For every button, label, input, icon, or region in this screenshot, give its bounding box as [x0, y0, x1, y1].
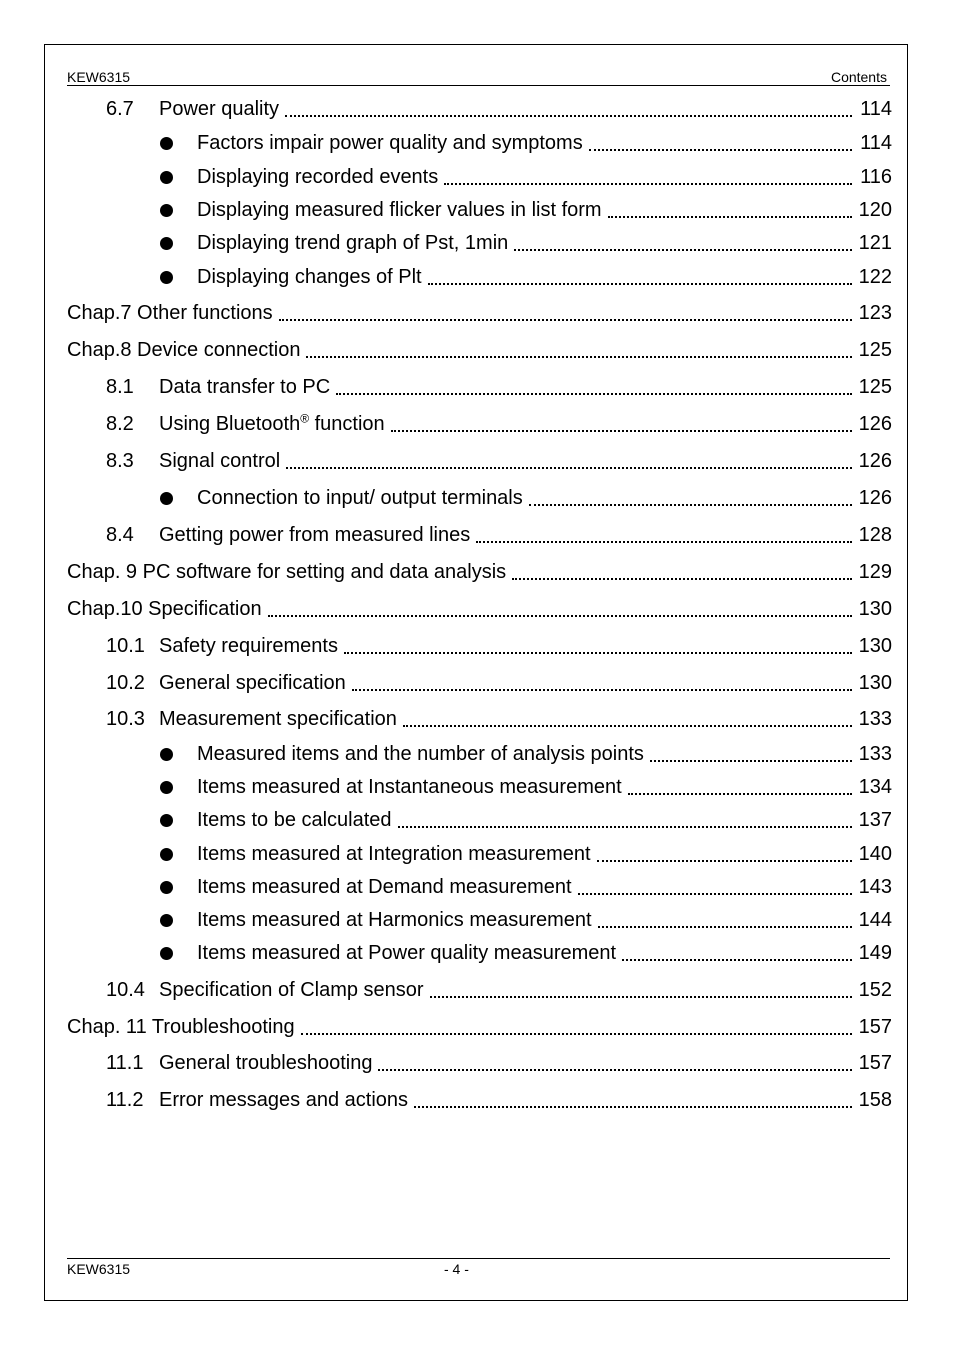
toc-title-text: Displaying recorded events — [197, 166, 439, 188]
dot-leader — [476, 541, 852, 543]
dot-leader — [589, 149, 852, 151]
toc-page-number: 130 — [858, 635, 892, 657]
toc-entry-line — [197, 741, 892, 767]
bullet-icon — [160, 748, 173, 761]
toc-section-number: 8.2 — [106, 413, 134, 435]
toc-title-text: Specification of Clamp sensor — [159, 979, 424, 1001]
toc-entry-line — [197, 874, 892, 900]
toc-entry-line — [197, 841, 892, 867]
toc-entry[interactable] — [0, 264, 954, 290]
toc-title-text: Signal control — [159, 450, 281, 472]
toc-entry-line — [67, 559, 892, 585]
toc-entry[interactable] — [0, 1014, 954, 1040]
toc-title-text: General troubleshooting — [159, 1052, 373, 1074]
toc-entry[interactable] — [0, 841, 954, 867]
dot-leader — [428, 283, 852, 285]
toc-page-number: 128 — [858, 524, 892, 546]
toc-entry[interactable] — [0, 197, 954, 223]
toc-title-text: Chap.8 Device connection — [67, 339, 301, 361]
toc-title-text: Factors impair power quality and symptoms — [197, 132, 583, 154]
toc-entry[interactable] — [0, 907, 954, 933]
toc-title-text-after: function — [309, 413, 385, 435]
toc-section-number: 10.3 — [106, 708, 145, 730]
toc-entry[interactable] — [0, 230, 954, 256]
toc-title-text: Using Bluetooth — [159, 413, 301, 435]
toc-entry[interactable] — [0, 1050, 954, 1076]
toc-page-number: 144 — [858, 909, 892, 931]
toc-page-number: 149 — [858, 942, 892, 964]
toc-title — [197, 264, 426, 290]
toc-title — [67, 337, 304, 363]
toc-entry[interactable] — [0, 940, 954, 966]
toc-page-number: 140 — [858, 843, 892, 865]
dot-leader — [279, 319, 852, 321]
footer-model: KEW6315 — [67, 1261, 131, 1277]
dot-leader — [529, 504, 852, 506]
toc-section-number: 8.1 — [106, 376, 134, 398]
toc-page-number: 114 — [860, 132, 892, 154]
bullet-icon — [160, 914, 173, 927]
toc-section-number: 10.2 — [106, 672, 145, 694]
toc-section-number: 6.7 — [106, 98, 134, 120]
toc-entry-line — [197, 130, 892, 156]
toc-title — [159, 670, 350, 696]
toc-entry-line — [197, 940, 892, 966]
toc-page-number: 129 — [858, 561, 892, 583]
registered-mark: ® — [300, 411, 310, 426]
toc-entry-line — [159, 670, 892, 696]
toc-page-number: 152 — [858, 979, 892, 1001]
toc-entry-line — [159, 706, 892, 732]
dot-leader — [398, 826, 852, 828]
toc-entry[interactable] — [0, 96, 954, 122]
toc-title — [197, 940, 620, 966]
toc-entry-line — [159, 977, 892, 1003]
toc-entry-line — [197, 164, 892, 190]
toc-entry[interactable] — [0, 977, 954, 1003]
toc-title — [67, 1014, 299, 1040]
toc-entry-line — [197, 230, 892, 256]
bullet-icon — [160, 271, 173, 284]
toc-title-text: Power quality — [159, 98, 280, 120]
toc-title-text: Data transfer to PC — [159, 376, 331, 398]
toc-entry[interactable] — [0, 874, 954, 900]
bullet-icon — [160, 781, 173, 794]
toc-title-text: Getting power from measured lines — [159, 524, 471, 546]
toc-entry[interactable] — [0, 1087, 954, 1113]
dot-leader — [597, 860, 852, 862]
toc-page-number: 120 — [858, 199, 892, 221]
dot-leader — [391, 430, 852, 432]
toc-entry[interactable] — [0, 741, 954, 767]
toc-title — [159, 96, 283, 122]
dot-leader — [285, 115, 852, 117]
dot-leader — [512, 578, 852, 580]
toc-title-text: Items measured at Demand measurement — [197, 876, 572, 898]
header-model: KEW6315 — [67, 69, 131, 85]
toc-entry[interactable] — [0, 774, 954, 800]
toc-title — [159, 448, 284, 474]
toc-page-number: 122 — [858, 266, 892, 288]
toc-title-text: Items measured at Instantaneous measurement — [197, 776, 622, 798]
toc-title — [67, 300, 277, 326]
toc-page-number: 126 — [858, 413, 892, 435]
toc-page-number: 133 — [858, 708, 892, 730]
toc-page-number: 130 — [858, 672, 892, 694]
bullet-icon — [160, 237, 173, 250]
toc-entry-line — [197, 197, 892, 223]
dot-leader — [268, 615, 852, 617]
toc-page-number: 143 — [858, 876, 892, 898]
toc-page-number: 157 — [858, 1016, 892, 1038]
bullet-icon — [160, 492, 173, 505]
dot-leader — [578, 893, 852, 895]
dot-leader — [378, 1069, 852, 1071]
toc-entry[interactable] — [0, 807, 954, 833]
dot-leader — [352, 689, 852, 691]
toc-title-text: Safety requirements — [159, 635, 338, 657]
toc-page-number: 157 — [858, 1052, 892, 1074]
toc-title — [159, 1050, 376, 1076]
toc-page-number: 116 — [860, 166, 892, 188]
toc-page-number: 126 — [858, 487, 892, 509]
toc-title — [159, 706, 401, 732]
toc-title — [197, 874, 576, 900]
toc-title-text: Chap.10 Specification — [67, 598, 262, 620]
toc-title — [197, 741, 648, 767]
toc-entry-line — [159, 448, 892, 474]
toc-title — [67, 596, 266, 622]
toc-entry-line — [159, 374, 892, 400]
toc-entry-line — [197, 907, 892, 933]
toc-entry-line — [197, 485, 892, 511]
toc-page-number: 125 — [858, 339, 892, 361]
dot-leader — [622, 959, 852, 961]
toc-entry-line — [159, 1050, 892, 1076]
dot-leader — [336, 393, 852, 395]
toc-entry-line — [67, 596, 892, 622]
toc-entry[interactable] — [0, 374, 954, 400]
toc-page-number: 158 — [858, 1089, 892, 1111]
bullet-icon — [160, 814, 173, 827]
toc-title-text: Items measured at Power quality measurement — [197, 942, 617, 964]
toc-title — [159, 522, 474, 548]
toc-page-number: 130 — [858, 598, 892, 620]
toc-entry[interactable] — [0, 337, 954, 363]
dot-leader — [514, 249, 852, 251]
toc-entry-line — [67, 337, 892, 363]
toc-page-number: 126 — [858, 450, 892, 472]
toc-title — [159, 633, 342, 659]
toc-section-number: 10.4 — [106, 979, 145, 1001]
dot-leader — [650, 760, 852, 762]
toc-title-text: Chap. 11 Troubleshooting — [67, 1016, 295, 1038]
toc-title-text: Items measured at Harmonics measurement — [197, 909, 592, 931]
toc-title-text: Measured items and the number of analysis points — [197, 743, 644, 765]
toc-entry-line — [197, 807, 892, 833]
bullet-icon — [160, 848, 173, 861]
toc-entry-line — [159, 411, 892, 437]
toc-page-number: 125 — [858, 376, 892, 398]
toc-title — [159, 1087, 412, 1113]
toc-title-text: Measurement specification — [159, 708, 397, 730]
dot-leader — [344, 652, 852, 654]
toc-section-number: 10.1 — [106, 635, 145, 657]
toc-entry[interactable] — [0, 670, 954, 696]
toc-section-number: 11.2 — [106, 1089, 144, 1111]
toc-entry-line — [197, 774, 892, 800]
toc-title — [197, 841, 595, 867]
toc-page-number: 123 — [858, 302, 892, 324]
dot-leader — [444, 183, 852, 185]
toc-entry-line — [67, 1014, 892, 1040]
toc-title-text: Displaying trend graph of Pst, 1min — [197, 232, 509, 254]
bullet-icon — [160, 881, 173, 894]
toc-title — [197, 230, 512, 256]
toc-title — [197, 807, 396, 833]
toc-section-number: 8.3 — [106, 450, 134, 472]
toc-page-number: 121 — [858, 232, 892, 254]
toc-entry[interactable] — [0, 633, 954, 659]
footer-rule — [67, 1258, 890, 1259]
toc-title — [159, 411, 389, 437]
toc-title-text: Displaying changes of Plt — [197, 266, 422, 288]
toc-title — [197, 907, 596, 933]
toc-title — [159, 977, 428, 1003]
toc-entry[interactable] — [0, 130, 954, 156]
toc-page-number: 114 — [860, 98, 892, 120]
dot-leader — [628, 793, 852, 795]
toc-title-text: Error messages and actions — [159, 1089, 409, 1111]
toc-title — [197, 197, 606, 223]
toc-title-text: Items measured at Integration measurement — [197, 843, 591, 865]
toc-entry[interactable] — [0, 448, 954, 474]
toc-title-text: Chap.7 Other functions — [67, 302, 273, 324]
dot-leader — [608, 216, 852, 218]
dot-leader — [430, 996, 852, 998]
toc-title — [197, 130, 587, 156]
toc-entry-line — [159, 633, 892, 659]
toc-section-number: 11.1 — [106, 1052, 144, 1074]
toc-title-text: Connection to input/ output terminals — [197, 487, 523, 509]
toc-entry[interactable] — [0, 485, 954, 511]
footer-page-number: - 4 - — [444, 1261, 469, 1277]
toc-title-text: General specification — [159, 672, 346, 694]
toc-title-text: Items to be calculated — [197, 809, 392, 831]
toc-entry[interactable] — [0, 300, 954, 326]
toc-title — [197, 774, 626, 800]
dot-leader — [414, 1106, 852, 1108]
toc-entry[interactable] — [0, 164, 954, 190]
toc-page-number: 137 — [858, 809, 892, 831]
toc-entry[interactable] — [0, 559, 954, 585]
toc-entry-line — [197, 264, 892, 290]
dot-leader — [598, 926, 852, 928]
toc-section-number: 8.4 — [106, 524, 134, 546]
dot-leader — [286, 467, 852, 469]
toc-page-number: 133 — [858, 743, 892, 765]
dot-leader — [403, 725, 852, 727]
bullet-icon — [160, 947, 173, 960]
toc-title — [159, 374, 334, 400]
header-section: Contents — [830, 69, 887, 85]
dot-leader — [301, 1033, 852, 1035]
toc-entry-line — [159, 522, 892, 548]
toc-title — [197, 164, 442, 190]
toc-title — [197, 485, 527, 511]
toc-page-number: 134 — [858, 776, 892, 798]
bullet-icon — [160, 137, 173, 150]
toc-entry[interactable] — [0, 706, 954, 732]
toc-entry[interactable] — [0, 411, 954, 437]
toc-entry-line — [67, 300, 892, 326]
toc-title-text: Displaying measured flicker values in list form — [197, 199, 602, 221]
bullet-icon — [160, 171, 173, 184]
toc-entry-line — [159, 1087, 892, 1113]
toc-entry-line — [159, 96, 892, 122]
toc-entry[interactable] — [0, 522, 954, 548]
toc-title-text: Chap. 9 PC software for setting and data analysis — [67, 561, 507, 583]
toc-title — [67, 559, 510, 585]
dot-leader — [306, 356, 852, 358]
toc-entry[interactable] — [0, 596, 954, 622]
bullet-icon — [160, 204, 173, 217]
